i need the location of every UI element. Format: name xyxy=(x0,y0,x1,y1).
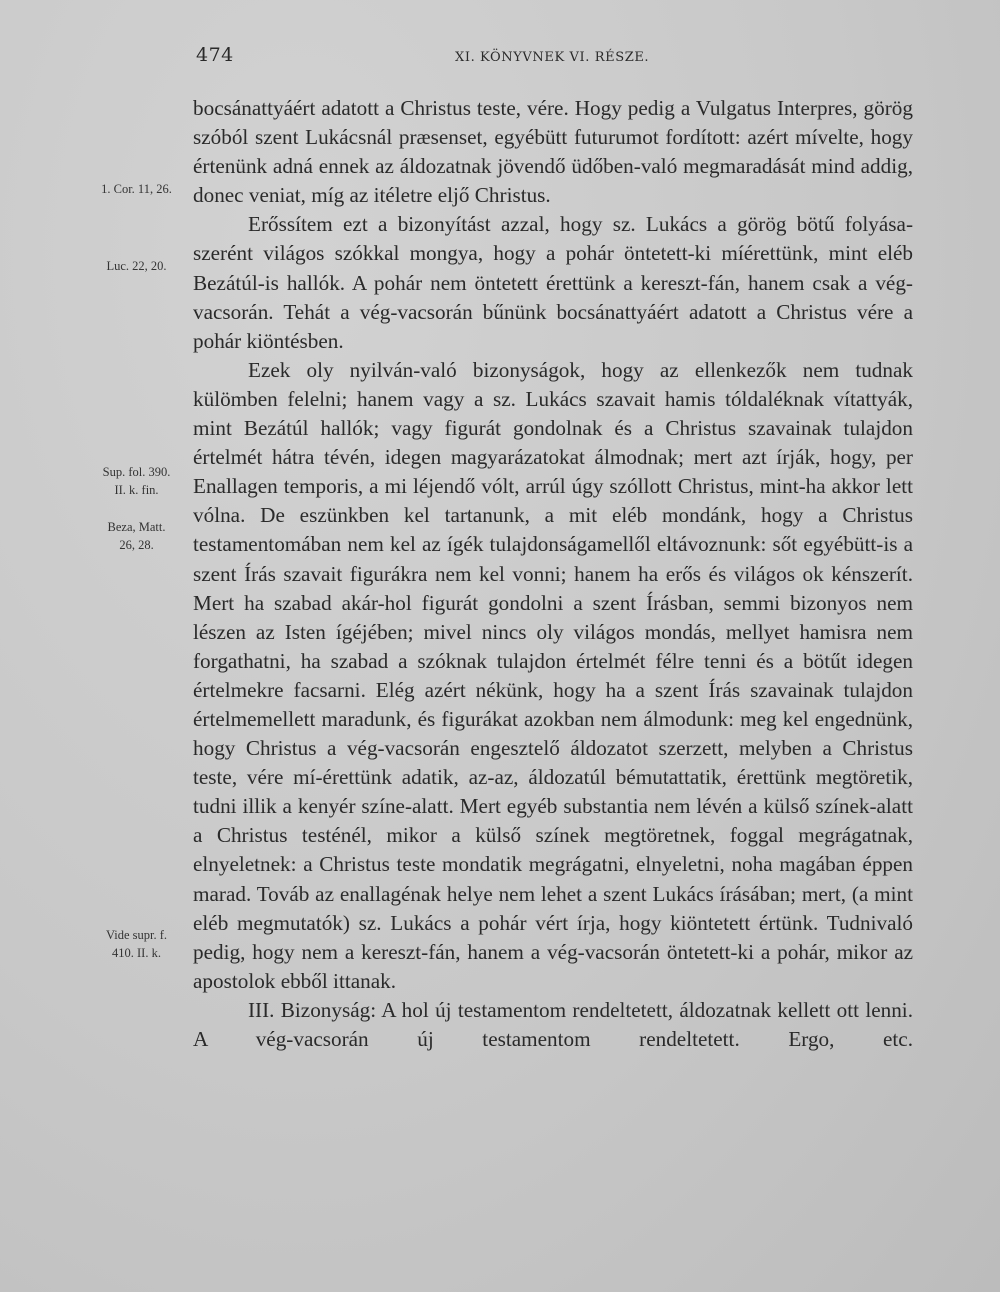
page-number: 474 xyxy=(196,44,234,66)
body-text xyxy=(193,94,913,1054)
paragraph: III. Bizonyság: A hol új testamentom rendeltetett, áldozatnak kellett ott lenni. A vég-vacsorán új testamentom rendeltetett. Ergo, etc. xyxy=(193,997,913,1051)
margin-note: 1. Cor. 11, 26. xyxy=(101,182,172,196)
margin-note: Beza, Matt. 26, 28. xyxy=(107,520,166,552)
paragraph: Ezek oly nyilván-való bizonyságok, hogy az ellenkezők nem tudnak külömben felelni; hanem vagy a sz. Lukács szavait hamis tóldaléknak vítattyák, mint Bezátúl hallók; vagy figurát gondolnak és a Christus szavainak tulajdon értelmét hátra tévén, idegen magyarázatokat álmodnak; mert azt írják, hogy, per Enallagen temporis, a mi léjendő vólt, arrúl úgy szóllott Christus, mint-ha akkor lett vólna. De eszünkben kel tartanunk, a mit eléb mondánk, hogy a Christus testamentomában nem kel az ígék tulajdonságamellől eltávoznunk: sőt egyébütt-is a szent Írás szavait figurákra nem kel vonni; hanem ha erős és világos ok kénszerít. Mert ha szabad akár-hol figurát gondolni a szent Írásban, semmi bizonyos nem lészen az Isten ígéjében; mivel nincs oly világos mondás, mellyet hamisra nem forgathatni, ha szabad a szóknak tulajdon értelmét félre tenni és a bötűt idegen értelmekre facsarni. Elég azért nékünk, hogy ha a szent Írás szavainak tulajdon értelmemellett maradunk, és figurákat azokban nem álmodunk: meg kel engednünk, hogy Christus a vég-vacsorán engesztelő áldozatot szerzett, melyben a Christus teste, vére mí-érettünk adatik, az-az, áldozatúl bémutattatik, érettünk megtöretik, tudni illik a kenyér színe-alatt. Mert egyéb substantia nem lévén a külső színek-alatt a Christus testénél, mikor a külső színek megtöretnek, foggal megrágatnak, elnyeletnek: a Christus teste mondatik megrágatni, elnyeletni, noha magában éppen marad. Továb az enallagénak helye nem lehet a szent Lukács írásában; mert, (a mint eléb megmutatók) sz. Lukács a pohár vért írja, hogy kiöntetett értünk. Tudnivaló pedig, hogy nem a kereszt-fán, hanem a vég-vacsorán öntetett-ki a pohár, mikor az apostolok ebből ittanak. xyxy=(193,357,913,993)
margin-note: Sup. fol. 390. II. k. fin. xyxy=(102,465,171,497)
running-title: XI. KÖNYVNEK VI. RÉSZE. xyxy=(455,50,650,65)
margin-note: Luc. 22, 20. xyxy=(106,259,167,273)
paragraph: bocsánattyáért adatott a Christus teste, vére. Hogy pedig a Vulgatus Interpres, görög szóból szent Lukácsnál præsenset, egyébütt futurumot fordított: azért mívelte, hogy értenünk adná ennek az áldozatnak jövendő üdőben-való megmaradását mind addig, donec veniat, míg az itéletre eljő Christus. xyxy=(193,96,913,208)
paragraph: Erőssítem ezt a bizonyítást azzal, hogy sz. Lukács a görög bötű folyása-szerént világos szókkal mongya, hogy a pohár öntetett-ki míérettünk, mint eléb Bezátúl-is hallók. A pohár nem öntetett érettünk a kereszt-fán, hanem csak a vég-vacsorán. Tehát a vég-vacsorán bűnünk bocsánattyáért adatott a Christus vére a pohár kiöntésben. xyxy=(193,212,913,353)
margin-note: Vide supr. f. 410. II. k. xyxy=(105,928,168,960)
